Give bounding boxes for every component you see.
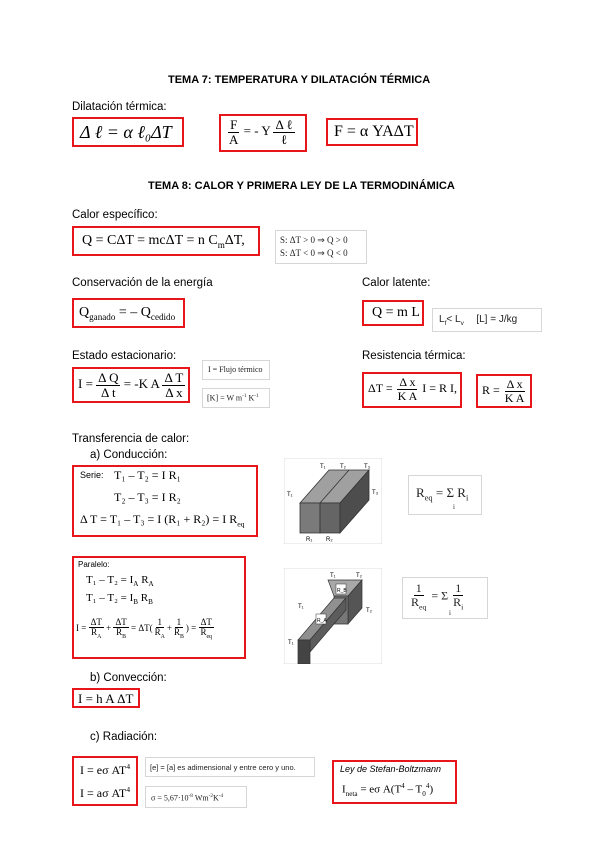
k-units-exp2: -1	[254, 393, 259, 399]
latente-units: [L] = J/kg	[476, 314, 518, 325]
par-one-a: 1	[157, 617, 162, 627]
par-l3: I = $\frac{\Delta T}{R_A}$ + $\frac{\Delta T}{R_B}$ = ΔT( $\frac{1}{R_A}$ + $\frac{1}{R_B}$ ) = $\frac{\Delta T}{R_{eq}}$	[76, 617, 212, 641]
par-fig-rb: R_B	[337, 588, 347, 594]
rad-note2	[145, 786, 247, 808]
rad-eq1-text: I = eσ AT	[80, 763, 127, 777]
req-lhs: R	[416, 485, 425, 500]
inv-ri-sub: i	[461, 601, 464, 611]
conservacion-box	[72, 298, 185, 328]
inv-frac-right: $\frac{1}{R_i}$	[453, 581, 464, 611]
fraction-dl-l	[273, 118, 294, 146]
serie-l3	[80, 512, 245, 528]
stefan-i: I	[342, 783, 346, 796]
par-plus-2: +	[166, 623, 172, 634]
par-fig-t1-bottom: T₁	[288, 640, 294, 646]
par-one-b: 1	[176, 617, 182, 627]
par-frac-e: $\frac{\Delta T}{R_{eq}}$	[200, 617, 212, 641]
stefan-close: )	[429, 783, 434, 796]
par-l2-r: R	[140, 592, 149, 604]
est-frac1	[96, 371, 120, 399]
conservacion-label: Conservación de la energía	[72, 277, 213, 289]
fuerza-eq: F = α YAΔT	[334, 123, 414, 140]
par-l2-rsub: B	[148, 598, 153, 607]
rad-note2-text: σ = 5,67·10	[151, 793, 189, 803]
calor-especifico-box	[72, 226, 260, 256]
conveccion-box	[72, 688, 140, 708]
paralelo-tag: Paralelo:	[78, 560, 110, 569]
cons-q1-sub: ganado	[89, 311, 116, 322]
num-f: F	[230, 117, 238, 132]
stefan-exp0: 4	[425, 782, 430, 790]
req-sub: eq	[424, 492, 433, 503]
serie-tag: Serie:	[80, 470, 104, 480]
latente-eq: Q = m L	[372, 305, 420, 320]
par-dt-a: ΔT	[90, 617, 102, 627]
rad-note2-exp2: -2	[208, 793, 213, 799]
rad-eq1-exp: 4	[126, 762, 131, 771]
rad-note2-end: Wm	[192, 793, 209, 803]
est-num2: Δ T	[164, 370, 184, 385]
latente-label: Calor latente:	[362, 277, 431, 289]
par-l2-sub: B	[133, 598, 139, 607]
serie-fig-label-t1: T₁	[320, 464, 326, 470]
par-l1-sub: A	[133, 580, 139, 589]
inv-frac-left: $\frac{1}{R_{eq}}$	[411, 581, 427, 611]
stefan-sub0: 0	[422, 789, 426, 798]
tema7-title: TEMA 7: TEMPERATURA Y DILATACIÓN TÉRMICA	[168, 74, 431, 86]
calor-eq: Q = CΔT = mcΔT = n C	[82, 233, 218, 248]
conveccion-eq: I = h A ΔT	[78, 691, 134, 706]
cons-q2-sub: cedido	[150, 311, 176, 322]
num-dl: Δ ℓ	[275, 117, 293, 132]
req-serie-eq	[416, 485, 468, 503]
inv-one-right: 1	[455, 581, 462, 595]
rad-note2-exp3: -4	[218, 793, 224, 799]
res2-lhs: R =	[482, 382, 500, 397]
res-frac	[396, 376, 420, 402]
res-den: K A	[397, 388, 418, 403]
paralelo-figure	[284, 568, 382, 664]
req-under: i	[453, 503, 455, 511]
serie-l3-text: Δ T = T₁ – T₃ = I (R₁ + R₂) = I R	[80, 512, 238, 526]
est-den2: Δ x	[165, 384, 183, 400]
res-rhs: I = R I,	[422, 380, 458, 395]
fraction-f-a	[227, 118, 240, 146]
serie-fig-label-t2: T₂	[340, 464, 346, 470]
resistencia-box	[362, 372, 462, 408]
serie-fig-label-r1: R₁	[306, 537, 313, 543]
serie-fig-label-r2: R₂	[326, 537, 333, 543]
estacionario-label: Estado estacionario:	[72, 350, 177, 362]
stefan-sub: neta	[345, 789, 358, 798]
inv-one-left: 1	[415, 581, 422, 595]
stefan-exp: 4	[401, 782, 405, 790]
serie-block-front-left	[300, 503, 320, 533]
latente-v: v	[460, 320, 464, 327]
k-units-note	[202, 388, 270, 408]
rad-note2-exp: -8	[188, 793, 193, 799]
tension-eq-box	[219, 114, 307, 152]
par-frac-c: $\frac{1}{R_A}$	[154, 617, 165, 641]
par-fig-t2-right: T₂	[366, 608, 372, 614]
dilatacion-eq: Δ ℓ = α ℓ₀ΔT	[80, 122, 172, 142]
inv-eq	[409, 582, 465, 611]
par-fig-ra: R_A	[317, 618, 327, 624]
resistencia-label: Resistencia térmica:	[362, 350, 466, 362]
par-l1-text: T₁ – T₂ = I	[86, 574, 134, 586]
par-fig-t2-top: T₂	[356, 573, 362, 579]
serie-l2: T₂ – T₃ = I R₂	[114, 490, 181, 504]
par-l3-lhs: I =	[76, 623, 87, 634]
conduccion-label: a) Conducción:	[90, 449, 168, 461]
calor-eq-end: ΔT,	[224, 233, 245, 248]
transferencia-label: Transferencia de calor:	[72, 433, 190, 445]
rad-note1: [e] = [a] es adimensional y entre cero y uno.	[145, 757, 315, 777]
k-units-exp1: -1	[242, 393, 247, 399]
par-l1	[86, 574, 154, 588]
par-frac-b	[113, 618, 128, 640]
req-paralelo-box	[402, 577, 488, 619]
par-fig-t1-left: T₁	[298, 604, 304, 610]
par-rb-sub: B	[122, 634, 127, 641]
dilatacion-eq-box	[72, 117, 184, 147]
est-den1: Δ t	[101, 384, 116, 400]
serie-box	[72, 465, 258, 537]
stefan-minus: – T	[404, 783, 423, 796]
k-units: [K] = W m	[207, 393, 243, 403]
par-dt-e: ΔT	[200, 617, 212, 627]
inv-req-sub: eq	[419, 601, 427, 611]
par-rb: $R_B$	[116, 627, 127, 641]
estacionario-box	[72, 367, 190, 403]
paralelo-box	[72, 556, 246, 659]
calor-eq-sub: m	[217, 239, 225, 250]
calor-especifico-label: Calor específico:	[72, 209, 158, 221]
serie-figure	[284, 458, 382, 544]
rad-eq1	[80, 762, 130, 778]
par-eq: = ΔT	[131, 623, 150, 634]
res2-frac	[503, 378, 527, 404]
serie-l1: T₁ – T₂ = I R₁	[114, 468, 181, 482]
res2-num: Δ x	[506, 377, 523, 391]
radiacion-box	[72, 756, 138, 806]
stefan-title: Ley de Stefan-Boltzmann	[340, 764, 442, 774]
latente-note	[432, 308, 542, 332]
rad-eq2-text: I = aσ AT	[80, 786, 127, 800]
est-num1: Δ Q	[98, 370, 119, 385]
rad-eq2-exp: 4	[126, 785, 131, 794]
par-l2	[86, 592, 153, 606]
req-eq: = Σ R	[435, 485, 466, 500]
latente-f: f	[444, 320, 447, 327]
par-plus-1: +	[106, 623, 112, 634]
sign-note	[275, 230, 367, 264]
conveccion-label: b) Convección:	[90, 672, 167, 684]
serie-l3-sub: eq	[237, 519, 245, 529]
est-frac2	[162, 371, 185, 399]
inv-eq-sign: = Σ	[431, 588, 449, 603]
cons-mid: = – Q	[118, 305, 151, 320]
par-ra: $R_A$	[91, 627, 102, 641]
fuerza-eq-box	[326, 118, 418, 146]
stefan-box	[332, 760, 457, 804]
req-serie-box	[408, 475, 482, 515]
res2-den: K A	[504, 390, 525, 405]
par-l1-rsub: A	[148, 580, 154, 589]
stefan-eq	[342, 782, 433, 798]
rad-note2-k: K	[212, 793, 219, 803]
latente-lt: < L	[446, 314, 461, 325]
latente-l: L	[439, 314, 445, 325]
radiacion-label: c) Radiación:	[90, 731, 158, 743]
res-lhs: ΔT =	[368, 380, 393, 395]
inv-under: i	[449, 609, 451, 617]
serie-fig-label-t3: T₃	[364, 464, 371, 470]
den-l: ℓ	[280, 131, 288, 147]
par-frac-a	[89, 618, 104, 640]
par-fig-t1-top: T₁	[330, 573, 336, 579]
par-eq2: =	[191, 623, 197, 634]
serie-fig-label-t3-right: T₃	[372, 490, 379, 496]
latente-box	[362, 300, 424, 326]
k-units-k: K	[246, 393, 255, 403]
par-dt-b: ΔT	[115, 617, 127, 627]
serie-fig-label-t1-left: T₁	[287, 492, 293, 498]
rad-eq2	[80, 785, 130, 801]
flujo-note: I = Flujo térmico	[202, 360, 270, 380]
den-a: A	[229, 131, 239, 147]
par-l1-r: R	[141, 574, 149, 586]
par-lower-block	[298, 640, 310, 664]
req-i: i	[465, 492, 469, 503]
stefan-rhs: = eσ A(T	[360, 783, 402, 796]
tension-mid: = - Y	[243, 123, 271, 139]
tema8-title: TEMA 8: CALOR Y PRIMERA LEY DE LA TERMODINÁMICA	[148, 180, 455, 192]
sign-line1: S: ΔT > 0 ⇒ Q > 0	[280, 235, 348, 245]
est-lhs: I =	[78, 376, 93, 392]
par-frac-d: $\frac{1}{R_B}$	[173, 617, 184, 641]
serie-block-front-right	[320, 503, 340, 533]
sign-line2: S: ΔT < 0 ⇒ Q < 0	[280, 248, 348, 258]
res-num: Δ x	[399, 375, 416, 389]
cons-q1: Q	[79, 305, 90, 320]
est-mid: = -K A	[123, 376, 160, 392]
dilatacion-label: Dilatación térmica:	[72, 101, 167, 113]
par-ra-sub: A	[97, 634, 102, 641]
par-req-sub: eq	[206, 634, 212, 641]
par-l2-text: T₁ – T₂ = I	[86, 592, 134, 604]
resistencia2-box	[476, 374, 532, 408]
